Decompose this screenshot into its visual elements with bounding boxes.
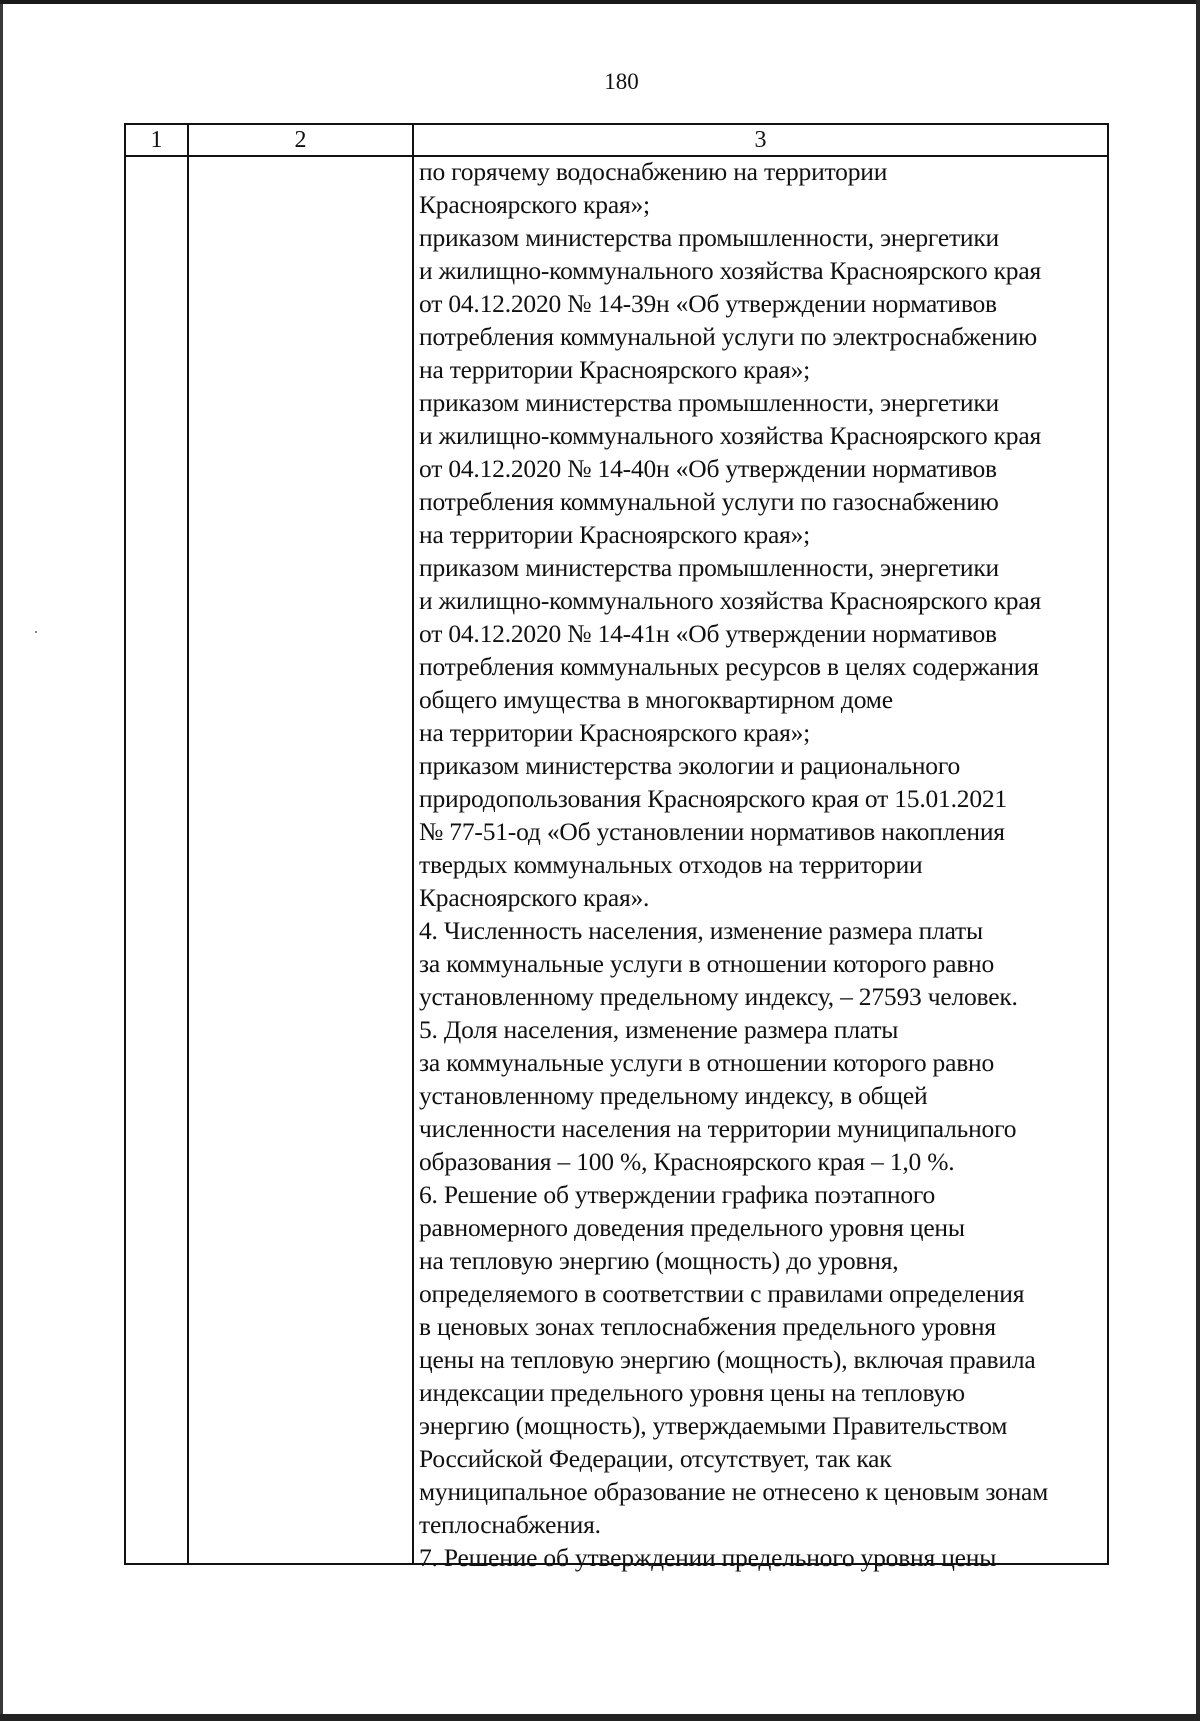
- text-line: природопользования Красноярского края от 15.01.2021: [419, 784, 1007, 813]
- column-3-text: [419, 155, 1109, 1574]
- text-line: 7. Решение об утверждении предельного уровня цены: [419, 1543, 997, 1572]
- text-line: равномерного доведения предельного уровня цены: [419, 1213, 965, 1242]
- text-line: по горячему водоснабжению на территории: [419, 157, 888, 186]
- text-line: на территории Красноярского края»;: [419, 718, 811, 747]
- text-line: приказом министерства промышленности, энергетики: [419, 223, 1000, 252]
- text-line: муниципальное образование не отнесено к ценовым зонам: [419, 1477, 1049, 1506]
- column-header-1: 1: [150, 127, 163, 153]
- page-number: 180: [604, 69, 639, 94]
- text-line: твердых коммунальных отходов на территории: [419, 850, 923, 879]
- text-line: и жилищно-коммунального хозяйства Красноярского края: [419, 421, 1041, 450]
- text-line: 5. Доля населения, изменение размера платы: [419, 1015, 899, 1044]
- text-line: 6. Решение об утверждении графика поэтапного: [419, 1180, 936, 1209]
- text-line: приказом министерства промышленности, энергетики: [419, 553, 1000, 582]
- text-line: индексации предельного уровня цены на тепловую: [419, 1378, 965, 1407]
- text-line: и жилищно-коммунального хозяйства Красноярского края: [419, 256, 1041, 285]
- text-line: на территории Красноярского края»;: [419, 520, 811, 549]
- column-divider-1: [187, 125, 189, 1563]
- text-line: приказом министерства промышленности, энергетики: [419, 388, 1000, 417]
- text-line: № 77-51-од «Об установлении нормативов накопления: [419, 817, 1005, 846]
- scan-border-left: [0, 4, 3, 1714]
- text-line: определяемого в соответствии с правилами определения: [419, 1279, 1025, 1308]
- text-line: потребления коммунальной услуги по газоснабжению: [419, 487, 999, 516]
- text-line: общего имущества в многоквартирном доме: [419, 685, 893, 714]
- column-header-3: 3: [754, 127, 767, 153]
- text-line: численности населения на территории муниципального: [419, 1114, 1017, 1143]
- text-line: цены на тепловую энергию (мощность), включая правила: [419, 1345, 1036, 1374]
- text-line: приказом министерства экологии и рационального: [419, 751, 961, 780]
- text-line: Красноярского края».: [419, 883, 650, 912]
- text-line: энергию (мощность), утверждаемыми Правительством: [419, 1411, 1008, 1440]
- text-line: на тепловую энергию (мощность) до уровня,: [419, 1246, 899, 1275]
- text-line: на территории Красноярского края»;: [419, 355, 811, 384]
- text-line: за коммунальные услуги в отношении которого равно: [419, 1048, 995, 1077]
- text-line: установленному предельному индексу, в общей: [419, 1081, 928, 1110]
- text-line: образования – 100 %, Красноярского края – 1,0 %.: [419, 1147, 955, 1176]
- text-line: от 04.12.2020 № 14-39н «Об утверждении нормативов: [419, 289, 997, 318]
- text-line: за коммунальные услуги в отношении которого равно: [419, 949, 995, 978]
- text-line: Красноярского края»;: [419, 190, 650, 219]
- text-line: потребления коммунальных ресурсов в целях содержания: [419, 652, 1039, 681]
- scan-border-right: [1196, 0, 1200, 1721]
- text-line: и жилищно-коммунального хозяйства Красноярского края: [419, 586, 1041, 615]
- column-header-2: 2: [294, 127, 307, 153]
- scan-speck: [35, 631, 37, 633]
- scan-border-top: [0, 0, 1200, 4]
- column-divider-2: [412, 125, 414, 1563]
- text-line: теплоснабжения.: [419, 1510, 601, 1539]
- text-line: Российской Федерации, отсутствует, так как: [419, 1444, 892, 1473]
- scan-border-bottom: [0, 1714, 1200, 1721]
- text-line: от 04.12.2020 № 14-41н «Об утверждении нормативов: [419, 619, 997, 648]
- text-line: установленному предельному индексу, – 27593 человек.: [419, 982, 1018, 1011]
- text-line: от 04.12.2020 № 14-40н «Об утверждении нормативов: [419, 454, 997, 483]
- text-line: 4. Численность населения, изменение размера платы: [419, 916, 983, 945]
- text-line: в ценовых зонах теплоснабжения предельного уровня: [419, 1312, 996, 1341]
- text-line: потребления коммунальной услуги по электроснабжению: [419, 322, 1038, 351]
